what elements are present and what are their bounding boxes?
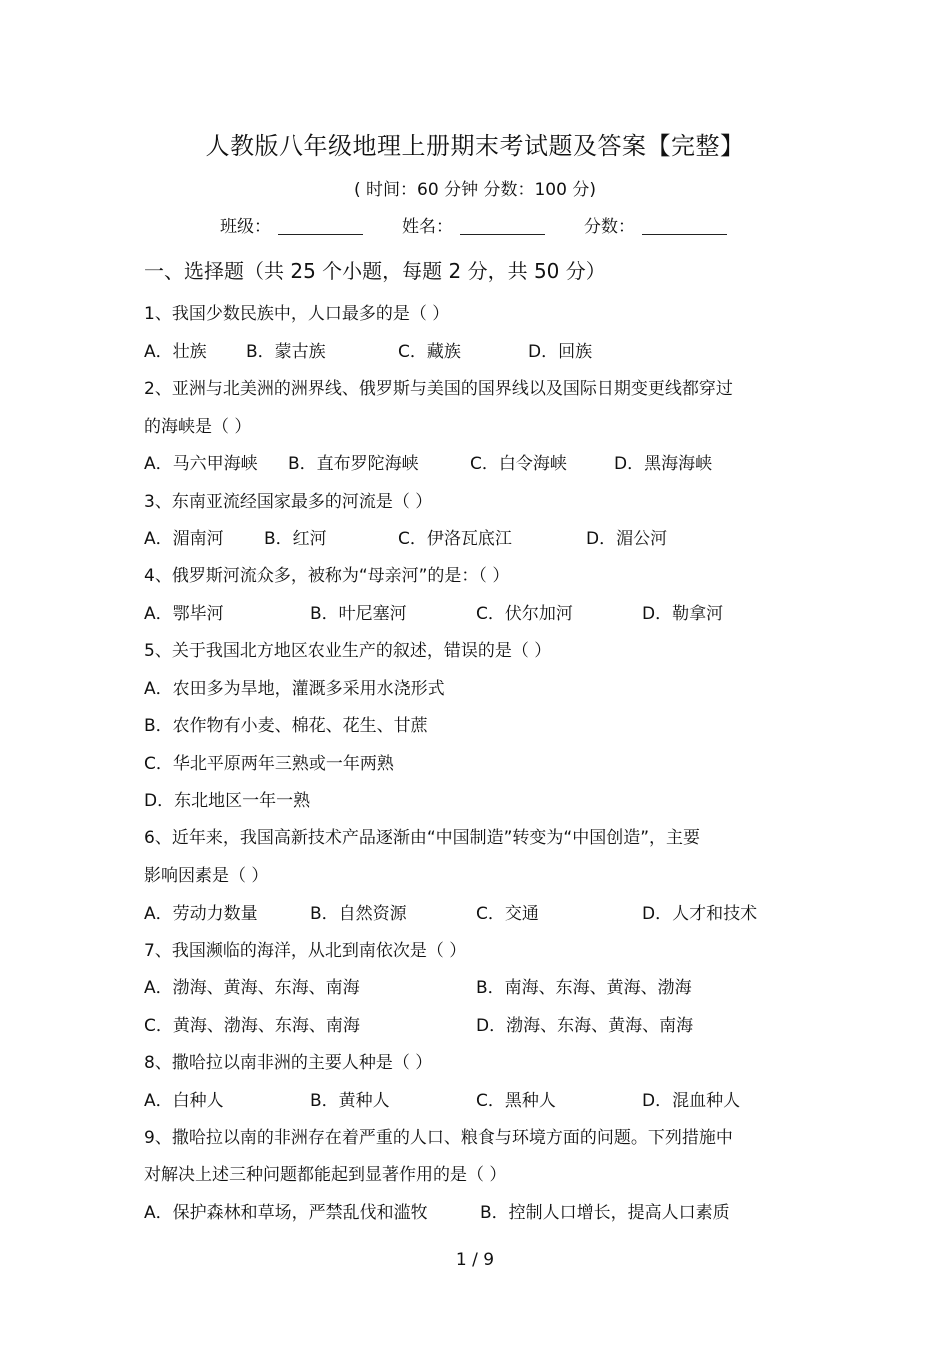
option: C．黑种人	[476, 1091, 556, 1111]
option: B．直布罗陀海峡	[288, 454, 419, 474]
option: C．白令海峡	[470, 454, 567, 474]
option: B．南海、东海、黄海、渤海	[476, 978, 692, 998]
option: A．鄂毕河	[144, 604, 224, 624]
option: A．保护森林和草场，严禁乱伐和滥牧	[144, 1203, 428, 1223]
section-heading: 一、选择题（共 25 个小题，每题 2 分，共 50 分）	[144, 259, 606, 283]
question-stem: 3、东南亚流经国家最多的河流是（ ）	[144, 492, 433, 512]
option: B．红河	[264, 529, 327, 549]
option: B．黄种人	[310, 1091, 390, 1111]
question-stem: 6、近年来，我国高新技术产品逐渐由“中国制造”转变为“中国创造”，主要	[144, 828, 701, 848]
score-blank[interactable]	[642, 234, 727, 235]
question-stem: 5、关于我国北方地区农业生产的叙述，错误的是（ ）	[144, 641, 552, 661]
question-stem: 的海峡是（ ）	[144, 417, 252, 437]
option: D．湄公河	[586, 529, 668, 549]
page-number: 1 / 9	[455, 1250, 495, 1270]
option: C．伏尔加河	[476, 604, 573, 624]
option: A．农田多为旱地，灌溉多采用水浇形式	[144, 679, 445, 699]
option: B．自然资源	[310, 904, 407, 924]
question-stem: 4、俄罗斯河流众多，被称为“母亲河”的是：（ ）	[144, 566, 510, 586]
option: B．蒙古族	[246, 342, 326, 362]
option: D．混血种人	[642, 1091, 741, 1111]
option: A．壮族	[144, 342, 207, 362]
question-stem: 对解决上述三种问题都能起到显著作用的是（ ）	[144, 1165, 507, 1185]
option: D．勒拿河	[642, 604, 724, 624]
option: C．伊洛瓦底江	[398, 529, 512, 549]
student-info-row	[0, 212, 950, 240]
option: A．渤海、黄海、东海、南海	[144, 978, 360, 998]
score-label: 分数：	[584, 217, 635, 237]
option: A．湄南河	[144, 529, 224, 549]
class-label: 班级：	[220, 217, 271, 237]
question-stem: 8、撒哈拉以南非洲的主要人种是（ ）	[144, 1053, 433, 1073]
option: B．农作物有小麦、棉花、花生、甘蔗	[144, 716, 428, 736]
option: A．白种人	[144, 1091, 224, 1111]
name-blank[interactable]	[460, 234, 545, 235]
question-stem: 9、撒哈拉以南的非洲存在着严重的人口、粮食与环境方面的问题。下列措施中	[144, 1128, 733, 1148]
option: C．华北平原两年三熟或一年两熟	[144, 754, 394, 774]
option: C．交通	[476, 904, 539, 924]
option: D．黑海海峡	[614, 454, 713, 474]
page-title: 人教版八年级地理上册期末考试题及答案【完整】	[205, 132, 745, 160]
name-label: 姓名：	[402, 217, 453, 237]
option: C．藏族	[398, 342, 461, 362]
time-score-line: ( 时间：60 分钟 分数：100 分)	[354, 180, 596, 200]
option: D．回族	[528, 342, 593, 362]
question-stem: 影响因素是（ ）	[144, 866, 269, 886]
option: D．东北地区一年一熟	[144, 791, 311, 811]
option: D．渤海、东海、黄海、南海	[476, 1016, 694, 1036]
question-stem: 2、亚洲与北美洲的洲界线、俄罗斯与美国的国界线以及国际日期变更线都穿过	[144, 379, 733, 399]
question-stem: 1、我国少数民族中，人口最多的是（ ）	[144, 304, 450, 324]
option: D．人才和技术	[642, 904, 758, 924]
option: A．劳动力数量	[144, 904, 258, 924]
question-stem: 7、我国濒临的海洋，从北到南依次是（ ）	[144, 941, 467, 961]
class-blank[interactable]	[278, 234, 363, 235]
option: B．控制人口增长，提高人口素质	[480, 1203, 730, 1223]
option: B．叶尼塞河	[310, 604, 407, 624]
option: A．马六甲海峡	[144, 454, 258, 474]
option: C．黄海、渤海、东海、南海	[144, 1016, 360, 1036]
